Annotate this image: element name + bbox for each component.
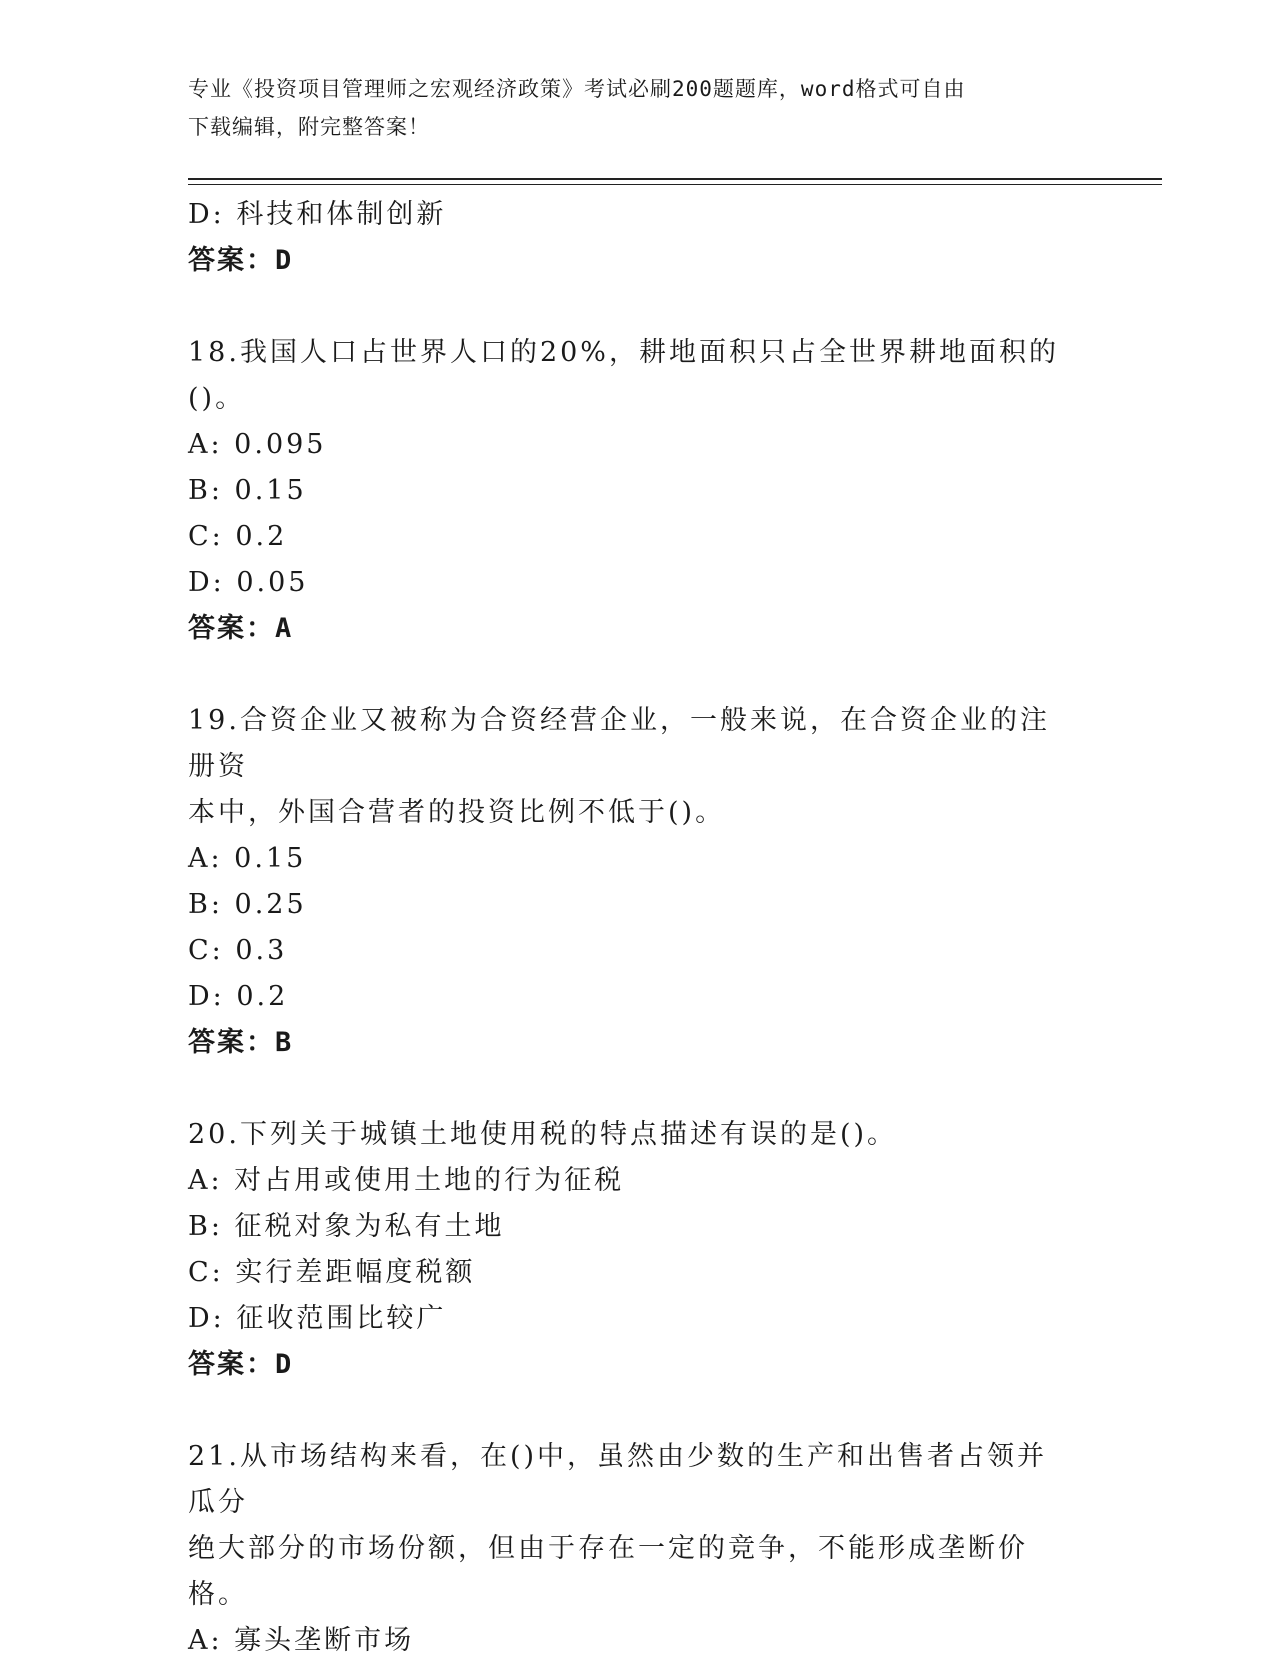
question-20 xyxy=(188,1112,1088,1388)
option-b: B: 0.25 xyxy=(188,889,307,920)
option-b: B: 0.15 xyxy=(188,475,307,506)
answer: 答案：A xyxy=(188,613,294,644)
answer-17: 答案：D xyxy=(188,245,294,276)
answer: 答案：B xyxy=(188,1027,294,1058)
question-18 xyxy=(188,330,1088,652)
question-stem-line-2: 绝大部分的市场份额，但由于存在一定的竞争，不能形成垄断价格。 xyxy=(188,1533,1028,1610)
option-a: A: 寡头垄断市场 xyxy=(188,1625,415,1656)
spacer xyxy=(188,284,1088,330)
option-a: A: 0.15 xyxy=(188,843,307,874)
option-a: A: 对占用或使用土地的行为征税 xyxy=(188,1165,625,1196)
option-d: D: 0.05 xyxy=(188,567,309,598)
question-stem-line-2: 本中，外国合营者的投资比例不低于()。 xyxy=(188,797,726,828)
option-d: D: 0.2 xyxy=(188,981,289,1012)
question-stem-line-1: 19.合资企业又被称为合资经营企业，一般来说，在合资企业的注册资 xyxy=(188,705,1050,782)
header-rule-thin xyxy=(188,184,1162,185)
question-stem: 20.下列关于城镇土地使用税的特点描述有误的是()。 xyxy=(188,1119,898,1150)
question-19 xyxy=(188,698,1088,1066)
option-b: B: 征税对象为私有土地 xyxy=(188,1211,505,1242)
question-content xyxy=(188,192,1088,1664)
question-stem-line-1: 21.从市场结构来看，在()中，虽然由少数的生产和出售者占领并瓜分 xyxy=(188,1441,1048,1518)
spacer xyxy=(188,652,1088,698)
header-line-1: 专业《投资项目管理师之宏观经济政策》考试必刷200题题库，word格式可自由 xyxy=(188,77,966,101)
option-c: C: 实行差距幅度税额 xyxy=(188,1257,476,1288)
question-21 xyxy=(188,1434,1088,1664)
spacer xyxy=(188,1066,1088,1112)
option-c: C: 0.2 xyxy=(188,521,288,552)
question-stem: 18.我国人口占世界人口的20%，耕地面积只占全世界耕地面积的()。 xyxy=(188,337,1059,414)
option-d: D: 征收范围比较广 xyxy=(188,1303,447,1334)
spacer xyxy=(188,1388,1088,1434)
document-header xyxy=(188,70,1068,146)
option-a: A: 0.095 xyxy=(188,429,327,460)
header-line-2: 下载编辑，附完整答案！ xyxy=(188,115,430,139)
option-d-17: D: 科技和体制创新 xyxy=(188,199,447,230)
answer: 答案：D xyxy=(188,1349,294,1380)
option-c: C: 0.3 xyxy=(188,935,288,966)
header-rule-thick xyxy=(188,178,1162,180)
